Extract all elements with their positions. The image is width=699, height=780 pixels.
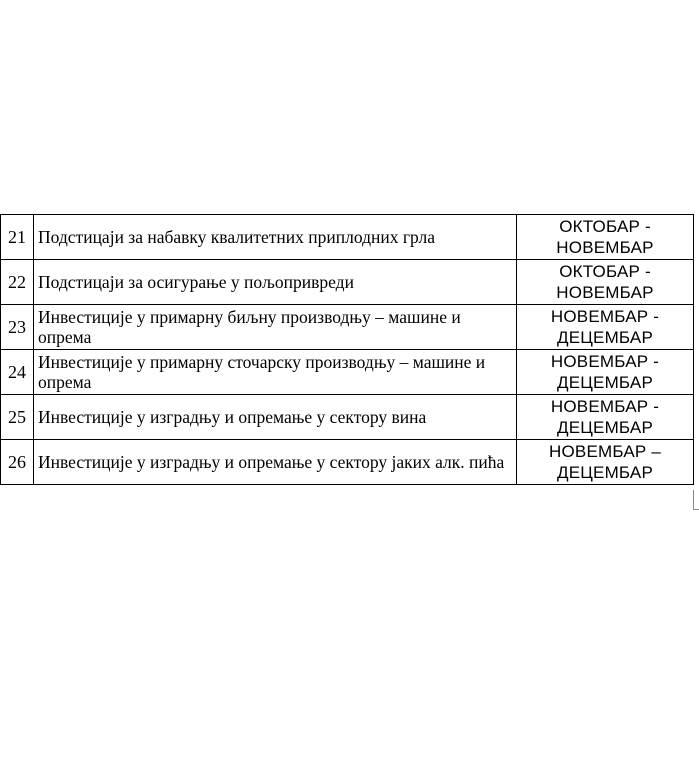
period-cell bbox=[517, 305, 694, 350]
period-cell bbox=[517, 395, 694, 440]
table-row bbox=[1, 350, 694, 395]
period-start: ОКТОБАР - bbox=[559, 217, 651, 236]
period-end: НОВЕМБАР bbox=[556, 283, 654, 302]
table-row bbox=[1, 260, 694, 305]
measure-description: Инвестиције у примарну сточарску производњу – машине и опрема bbox=[34, 350, 517, 395]
row-number: 24 bbox=[1, 350, 34, 395]
measure-description: Инвестиције у изградњу и опремање у сектору вина bbox=[34, 395, 517, 440]
table-resize-handle bbox=[693, 490, 699, 510]
row-number: 25 bbox=[1, 395, 34, 440]
period-start: НОВЕМБАР - bbox=[550, 397, 660, 416]
row-number: 26 bbox=[1, 440, 34, 485]
period-cell bbox=[517, 215, 694, 260]
row-number: 22 bbox=[1, 260, 34, 305]
table-row bbox=[1, 395, 694, 440]
measure-description: Инвестиције у изградњу и опремање у сектору јаких алк. пића bbox=[34, 440, 517, 485]
period-cell bbox=[517, 260, 694, 305]
schedule-table bbox=[0, 214, 694, 485]
period-end: ДЕЦЕМБАР bbox=[557, 418, 653, 437]
period-end: ДЕЦЕМБАР bbox=[557, 328, 653, 347]
period-start: ОКТОБАР - bbox=[559, 262, 651, 281]
period-cell bbox=[517, 350, 694, 395]
period-end: ДЕЦЕМБАР bbox=[557, 373, 653, 392]
measure-description: Подстицаји за набавку квалитетних приплодних грла bbox=[34, 215, 517, 260]
period-start: НОВЕМБАР – bbox=[549, 442, 661, 461]
measure-description: Инвестиције у примарну биљну производњу – машине и опрема bbox=[34, 305, 517, 350]
period-start: НОВЕМБАР - bbox=[550, 307, 660, 326]
period-end: НОВЕМБАР bbox=[556, 238, 654, 257]
row-number: 23 bbox=[1, 305, 34, 350]
table-row bbox=[1, 215, 694, 260]
measure-description: Подстицаји за осигурање у пољопривреди bbox=[34, 260, 517, 305]
table-row bbox=[1, 440, 694, 485]
period-start: НОВЕМБАР - bbox=[550, 352, 660, 371]
row-number: 21 bbox=[1, 215, 34, 260]
period-end: ДЕЦЕМБАР bbox=[557, 463, 653, 482]
table-row bbox=[1, 305, 694, 350]
period-cell bbox=[517, 440, 694, 485]
